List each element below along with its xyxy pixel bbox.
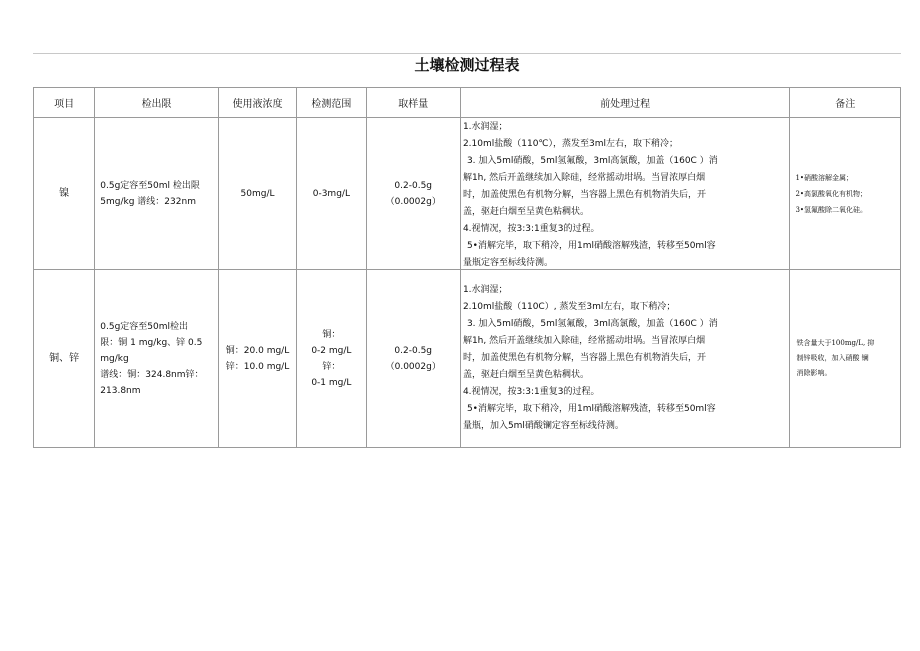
cell-line: 限：铜 1 mg/kg、锌 0.5 xyxy=(100,337,203,348)
cell-line: 0.2-0.5g xyxy=(394,180,433,191)
cell-line: 铁含量大于100mg/L, 抑 xyxy=(796,339,875,347)
process-step: 2.10ml盐酸（110℃），蒸发至3ml左右，取下稍冷； xyxy=(462,139,679,149)
process-step: 时，加盖使黑色有机物分解，当容器上黑色有机物消失后，开 xyxy=(462,190,706,200)
detection-limit-cell xyxy=(95,118,219,270)
concentration-cell xyxy=(218,270,296,448)
process-step: 盖，驱赶白烟至呈黄色粘稠状。 xyxy=(462,370,589,380)
cell-line: 锌：10.0 mg/L xyxy=(225,361,290,372)
cell-line: 0.5g定容至50ml 检出限 xyxy=(100,180,200,191)
header-sample-amount: 取样量 xyxy=(366,88,460,118)
process-step: 时，加盖使黑色有机物分解，当容器上黑色有机物消失后，开 xyxy=(462,353,706,363)
header-detection-limit: 检出限 xyxy=(95,88,219,118)
concentration-cell xyxy=(218,118,296,270)
cell-line: 0-2 mg/L xyxy=(311,345,352,356)
cell-line: mg/kg xyxy=(100,353,129,364)
range-cell xyxy=(297,118,366,270)
item-cell: 铜、锌 xyxy=(34,270,95,448)
cell-line: 5mg/kg 谱线：232nm xyxy=(100,196,196,207)
process-step: 5•消解完毕，取下稍冷，用1ml硝酸溶解残渣，转移至50ml容 xyxy=(466,404,716,414)
table-row xyxy=(34,118,901,270)
cell-line: 谱线：铜：324.8nm锌： xyxy=(100,369,204,380)
cell-line: 锌： xyxy=(322,361,341,372)
cell-line: 1•硝酸溶解金属； xyxy=(795,173,854,182)
cell-line: 0.5g定容至50ml检出 xyxy=(100,321,189,332)
process-step: 盖，驱赶白烟至呈黄色粘稠状。 xyxy=(462,207,589,217)
table-row xyxy=(34,270,901,448)
header-pretreatment: 前处理过程 xyxy=(460,88,790,118)
process-step: 解1h, 然后开盖继续加入除硅，经常摇动坩埚。当冒浓厚白烟 xyxy=(462,173,706,183)
notes-cell xyxy=(790,118,901,270)
notes-cell xyxy=(790,270,901,448)
cell-line: 铜：20.0 mg/L xyxy=(225,345,290,356)
cell-line: 制锌吸收，加入硝酸 镧 xyxy=(796,354,869,362)
range-cell xyxy=(297,270,366,448)
page-title: 土壤检测过程表 xyxy=(414,56,520,74)
cell-line: 消除影响。 xyxy=(796,369,832,377)
cell-line: 2•高氯酸氧化有机物； xyxy=(795,189,868,198)
process-step: 量瓶定容至标线待测。 xyxy=(462,258,553,268)
detection-limit-cell xyxy=(95,270,219,448)
cell-line: 3•氢氟酸除二氧化硅。 xyxy=(795,205,868,214)
header-concentration: 使用液浓度 xyxy=(218,88,296,118)
cell-line: （0.0002g） xyxy=(385,361,441,372)
process-step: 量瓶，加入5ml硝酸镧定容至标线待测。 xyxy=(462,421,624,431)
process-step: 5•消解完毕，取下稍冷，用1ml硝酸溶解残渣，转移至50ml容 xyxy=(466,241,716,251)
cell-line: 铜： xyxy=(322,329,341,340)
top-rule xyxy=(33,53,901,54)
header-notes: 备注 xyxy=(790,88,901,118)
header-row xyxy=(34,88,901,118)
sample-amount-cell xyxy=(366,270,460,448)
process-step: 4.视情况，按3:3:1重复3的过程。 xyxy=(462,387,600,397)
process-step: 1.水润湿； xyxy=(462,122,508,132)
process-step: 3. 加入5ml硝酸，5ml氢氟酸，3ml高氯酸，加盖（160C ）消 xyxy=(466,319,718,329)
cell-line: 0.2-0.5g xyxy=(394,345,433,356)
process-step: 3. 加入5ml硝酸，5ml氢氟酸，3ml高氯酸，加盖（160C ）消 xyxy=(466,156,718,166)
cell-line: （0.0002g） xyxy=(385,196,441,207)
cell-line: 213.8nm xyxy=(100,385,141,396)
process-step: 2.10ml盐酸（110C）, 蒸发至3ml左右，取下稍冷； xyxy=(462,302,676,312)
process-step: 1.水润湿； xyxy=(462,285,508,295)
cell-line: 0-3mg/L xyxy=(312,188,350,199)
soil-test-table xyxy=(33,87,901,448)
process-step: 解1h, 然后开盖继续加入除硅，经常摇动坩埚。当冒浓厚白烟 xyxy=(462,336,706,346)
sample-amount-cell xyxy=(366,118,460,270)
cell-line: 50mg/L xyxy=(240,188,275,199)
pretreatment-cell xyxy=(460,118,790,270)
item-cell: 镍 xyxy=(34,118,95,270)
header-range: 检测范围 xyxy=(297,88,366,118)
header-item: 项目 xyxy=(34,88,95,118)
cell-line: 0-1 mg/L xyxy=(311,377,352,388)
process-step: 4.视情况，按3:3:1重复3的过程。 xyxy=(462,224,600,234)
pretreatment-cell xyxy=(460,270,790,448)
